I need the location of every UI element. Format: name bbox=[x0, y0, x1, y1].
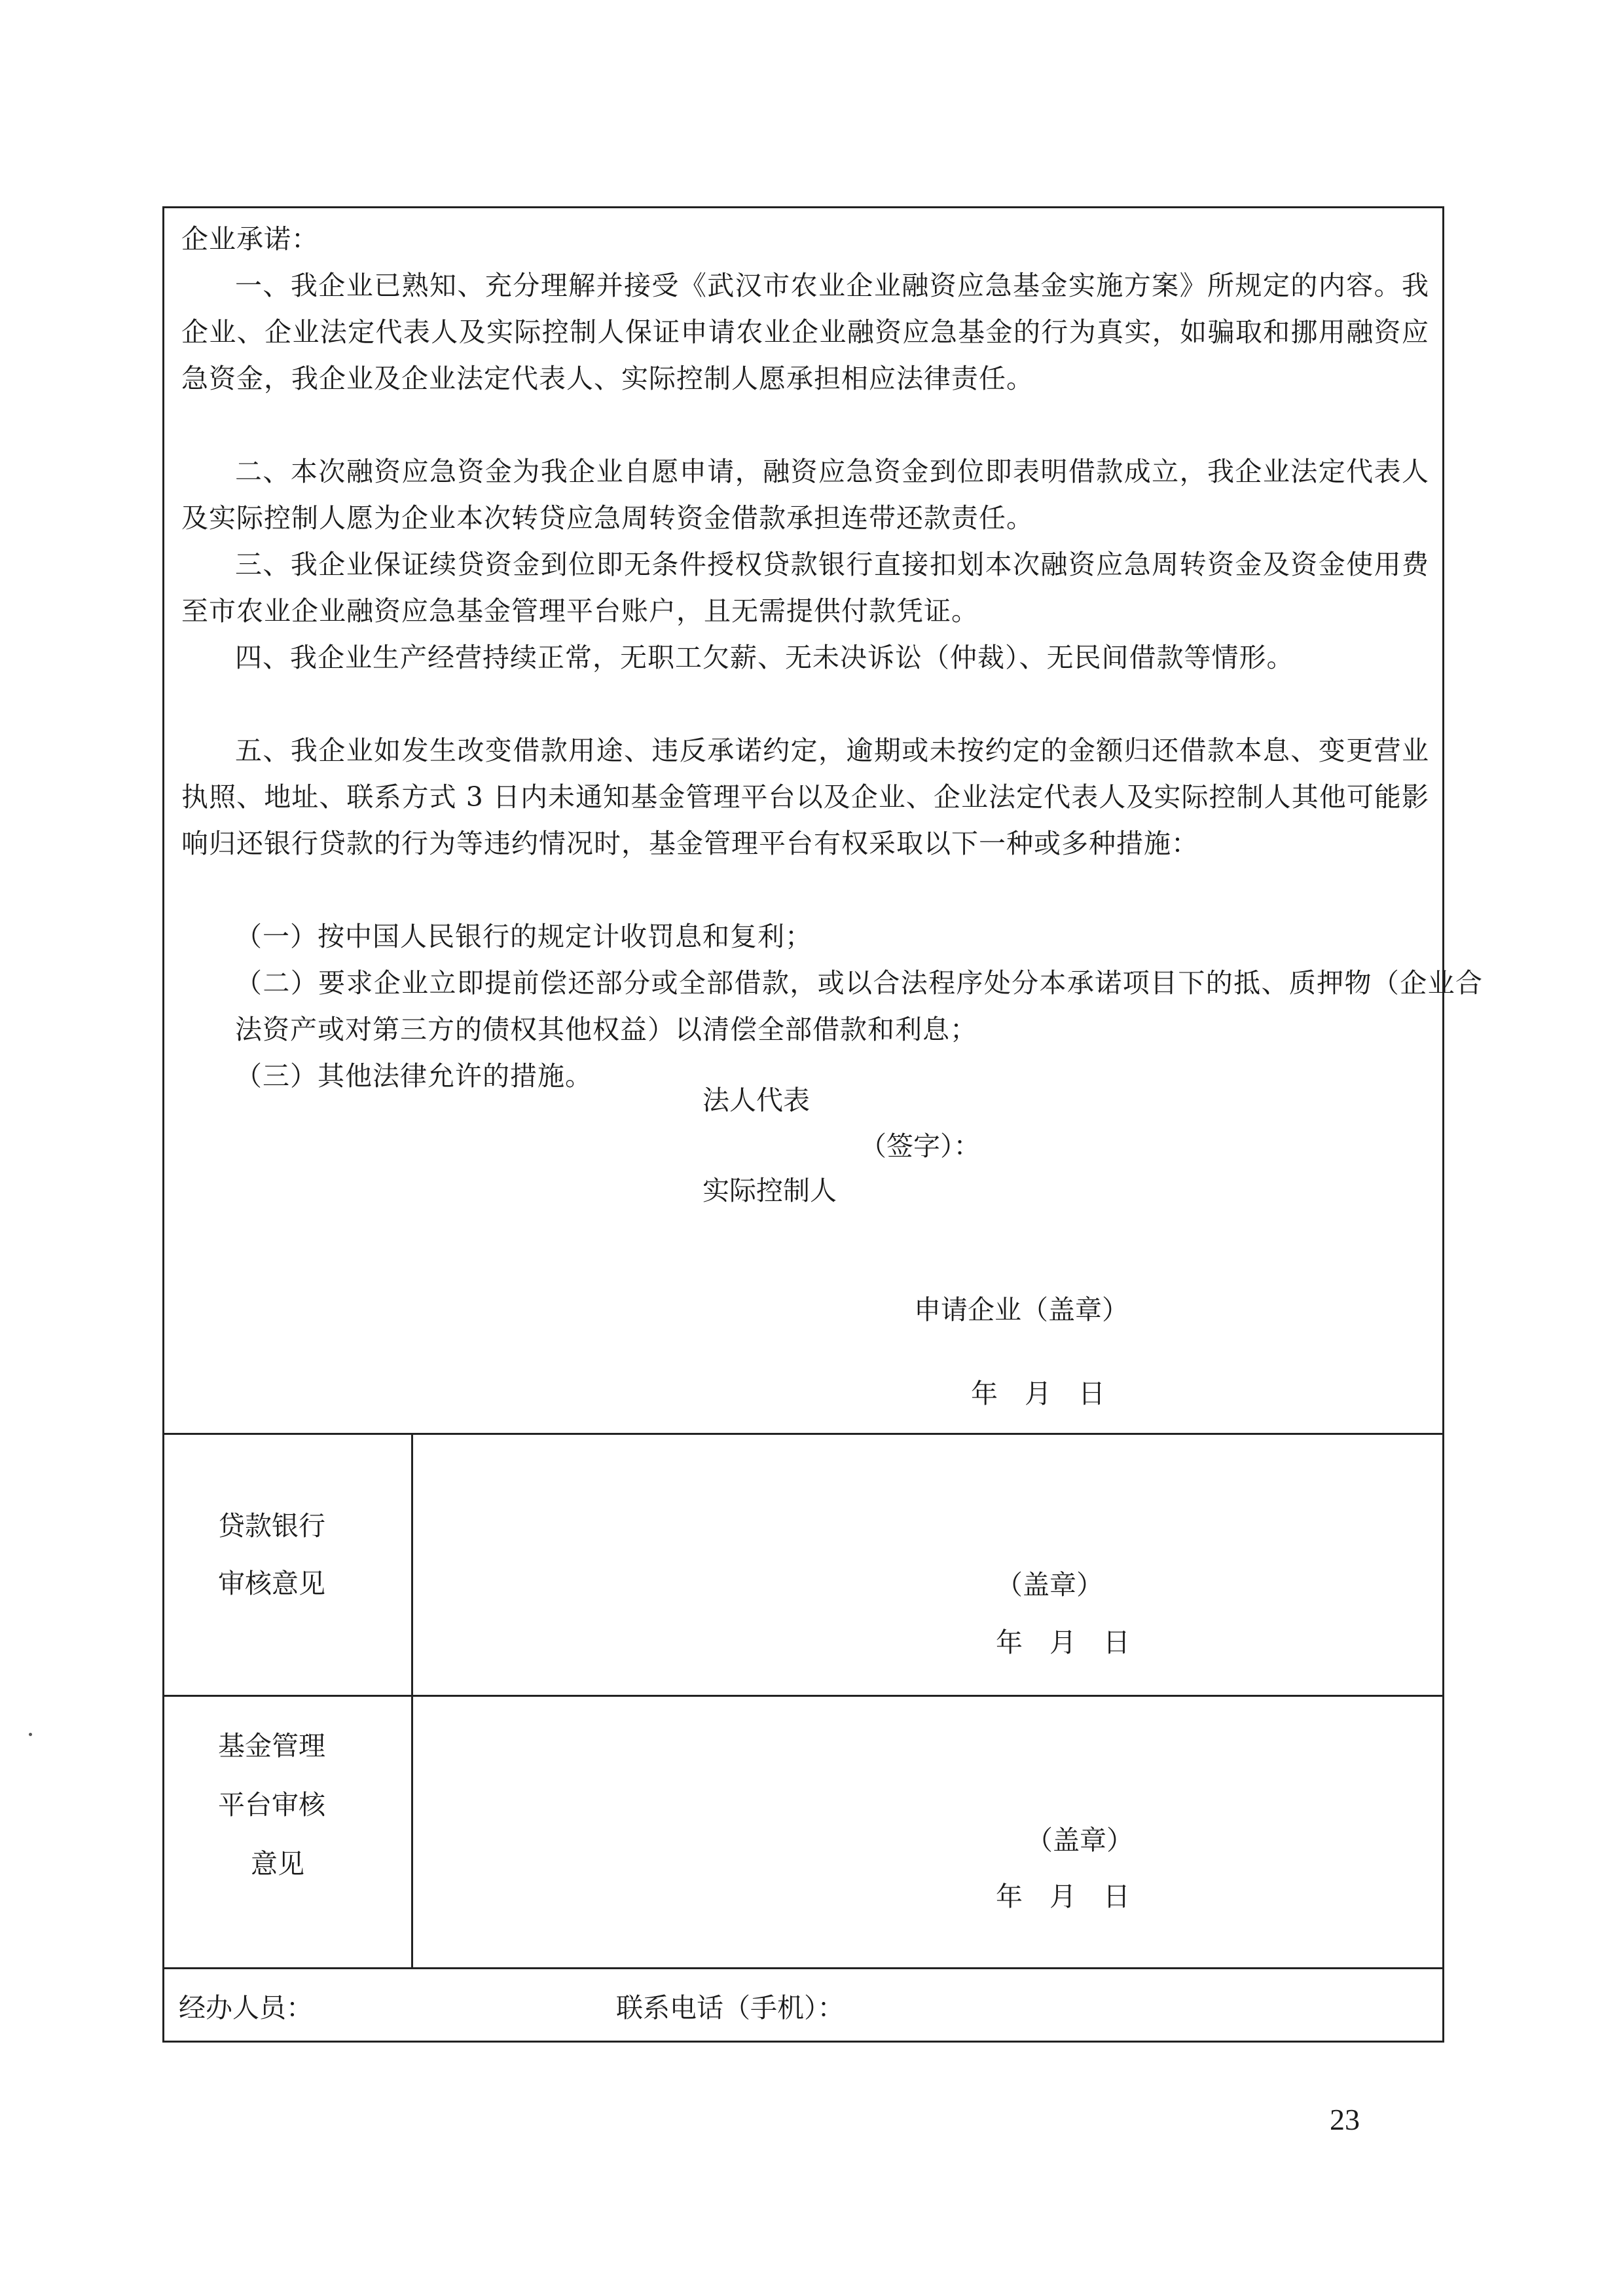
commitment-heading: 企业承诺： bbox=[181, 223, 319, 255]
bank-date: 年 月 日 bbox=[996, 1627, 1130, 1658]
commitment-item-3: 三、我企业保证续贷资金到位即无条件授权贷款银行直接扣划本次融资应急周转资金及资金使用费至市农业企业融资应急基金管理平台账户，且无需提供付款凭证。 bbox=[181, 549, 1429, 627]
application-form-table bbox=[162, 206, 1483, 2043]
row-divider bbox=[164, 1967, 1442, 1969]
commitment-item-5: 五、我企业如发生改变借款用途、违反承诺约定，逾期或未按约定的金额归还借款本息、变更营业执照、地址、联系方式 3 日内未通知基金管理平台以及企业、企业法定代表人及实际控制人其他可能影响归还银行贷款的行为等违约情况时，基金管理平台有权采取以下一种或多种措施： bbox=[181, 735, 1429, 859]
commitment-item-4: 四、我企业生产经营持续正常，无职工欠薪、无未决诉讼（仲裁）、无民间借款等情形。 bbox=[235, 642, 1294, 673]
commitment-item-1: 一、我企业已熟知、充分理解并接受《武汉市农业企业融资应急基金实施方案》所规定的内容。我企业、企业法定代表人及实际控制人保证申请农业企业融资应急基金的行为真实，如骗取和挪用融资应急资金，我企业及企业法定代表人、实际控制人愿承担相应法律责任。 bbox=[181, 270, 1429, 394]
fund-label-line3: 意见 bbox=[251, 1848, 304, 1879]
row-divider bbox=[164, 1695, 1442, 1697]
legal-representative-label: 法人代表 bbox=[702, 1084, 810, 1116]
fund-date: 年 月 日 bbox=[996, 1881, 1130, 1912]
bank-label-line1: 贷款银行 bbox=[218, 1510, 325, 1542]
commitment-item-2: 二、本次融资应急资金为我企业自愿申请，融资应急资金到位即表明借款成立，我企业法定代表人及实际控制人愿为企业本次转贷应急周转资金借款承担连带还款责任。 bbox=[181, 456, 1429, 534]
row-divider bbox=[164, 1433, 1442, 1435]
actual-controller-label: 实际控制人 bbox=[702, 1175, 837, 1206]
fund-label-line2: 平台审核 bbox=[218, 1789, 325, 1821]
scan-speck bbox=[29, 1733, 32, 1736]
bank-seal-label: （盖章） bbox=[996, 1569, 1103, 1601]
measure-3: （三）其他法律允许的措施。 bbox=[235, 1060, 593, 1092]
measure-2: （二）要求企业立即提前偿还部分或全部借款，或以合法程序处分本承诺项目下的抵、质押物（企业合法资产或对第三方的债权其他权益）以清偿全部借款和利息； bbox=[235, 967, 1483, 1045]
handler-label: 经办人员： bbox=[179, 1992, 313, 2024]
commitment-date: 年 月 日 bbox=[971, 1378, 1105, 1409]
applicant-seal-label: 申请企业（盖章） bbox=[914, 1294, 1129, 1325]
bank-label-line2: 审核意见 bbox=[218, 1568, 325, 1599]
measure-1: （一）按中国人民银行的规定计收罚息和复利； bbox=[235, 921, 812, 952]
page-number: 23 bbox=[1330, 2103, 1360, 2136]
fund-label-line1: 基金管理 bbox=[218, 1730, 325, 1762]
column-divider bbox=[411, 1433, 413, 1967]
fund-seal-label: （盖章） bbox=[1026, 1824, 1133, 1856]
signature-label: （签字）： bbox=[860, 1130, 981, 1162]
phone-label: 联系电话（手机）： bbox=[616, 1992, 845, 2024]
